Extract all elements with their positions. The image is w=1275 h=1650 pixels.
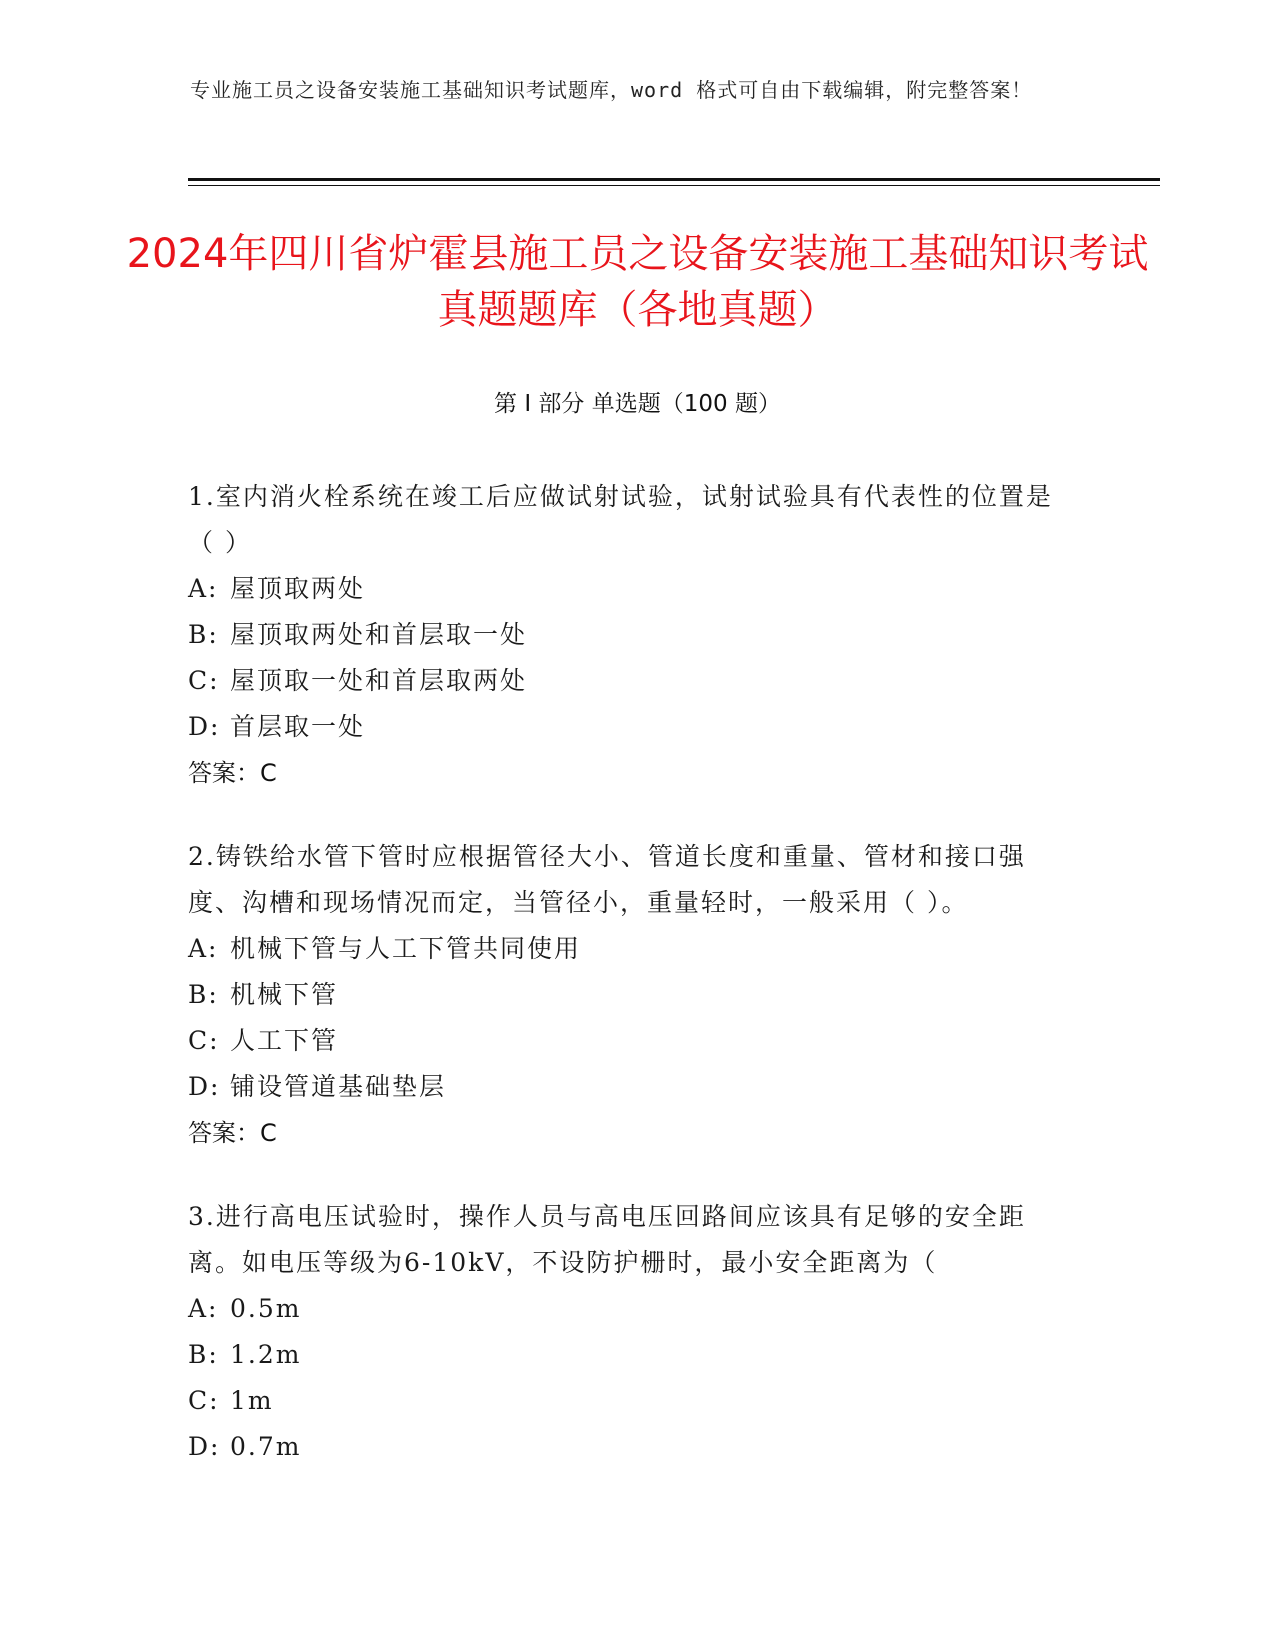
header-divider-thin: [188, 185, 1160, 186]
option-key: D:: [188, 1072, 221, 1101]
option-text: 首层取一处: [230, 712, 366, 741]
option-a: [188, 566, 1078, 612]
option-b: [188, 1332, 1078, 1378]
option-text: 机械下管: [230, 980, 339, 1009]
option-key: A:: [188, 574, 219, 603]
question-stem: 2.铸铁给水管下管时应根据管径大小、管道长度和重量、管材和接口强度、沟槽和现场情况而定，当管径小，重量轻时，一般采用（ ）。: [188, 842, 1026, 917]
option-c: [188, 658, 1078, 704]
question-stem: 3.进行高电压试验时，操作人员与高电压回路间应该具有足够的安全距离。如电压等级为6-10kV，不设防护栅时，最小安全距离为（: [188, 1202, 1026, 1277]
option-text: 屋顶取两处和首层取一处: [230, 620, 528, 649]
option-key: C:: [188, 666, 220, 695]
option-text: 屋顶取一处和首层取两处: [230, 666, 528, 695]
option-key: B:: [188, 1340, 219, 1369]
document-title: 2024年四川省炉霍县施工员之设备安装施工基础知识考试真题题库（各地真题）: [126, 231, 1149, 333]
question-1: [188, 474, 1078, 796]
option-key: A:: [188, 1294, 219, 1323]
option-text: 铺设管道基础垫层: [230, 1072, 447, 1101]
answer-line: 答案：C: [188, 759, 277, 787]
option-d: [188, 1424, 1078, 1470]
option-a: [188, 926, 1078, 972]
option-text: 屋顶取两处: [230, 574, 366, 603]
option-text: 机械下管与人工下管共同使用: [230, 934, 582, 963]
answer-line: 答案：C: [188, 1119, 277, 1147]
option-c: [188, 1018, 1078, 1064]
question-3: [188, 1194, 1078, 1470]
option-c: [188, 1378, 1078, 1424]
section-heading: 第 I 部分 单选题（100 题）: [494, 391, 781, 417]
option-text: 0.7m: [230, 1432, 302, 1461]
option-key: C:: [188, 1026, 220, 1055]
question-stem: 1.室内消火栓系统在竣工后应做试射试验，试射试验具有代表性的位置是（ ）: [188, 482, 1053, 557]
header-note: 专业施工员之设备安装施工基础知识考试题库，word 格式可自由下载编辑，附完整答案！: [190, 78, 1033, 102]
option-key: B:: [188, 980, 219, 1009]
option-a: [188, 1286, 1078, 1332]
option-d: [188, 704, 1078, 750]
option-key: B:: [188, 620, 219, 649]
question-2: [188, 834, 1078, 1156]
header-divider-thick: [188, 178, 1160, 181]
option-key: A:: [188, 934, 219, 963]
option-key: D:: [188, 712, 221, 741]
option-b: [188, 612, 1078, 658]
option-key: C:: [188, 1386, 220, 1415]
option-key: D:: [188, 1432, 221, 1461]
option-text: 0.5m: [230, 1294, 302, 1323]
option-d: [188, 1064, 1078, 1110]
option-b: [188, 972, 1078, 1018]
option-text: 1m: [230, 1386, 274, 1415]
option-text: 人工下管: [230, 1026, 339, 1055]
question-list: [188, 474, 1078, 1508]
option-text: 1.2m: [230, 1340, 302, 1369]
